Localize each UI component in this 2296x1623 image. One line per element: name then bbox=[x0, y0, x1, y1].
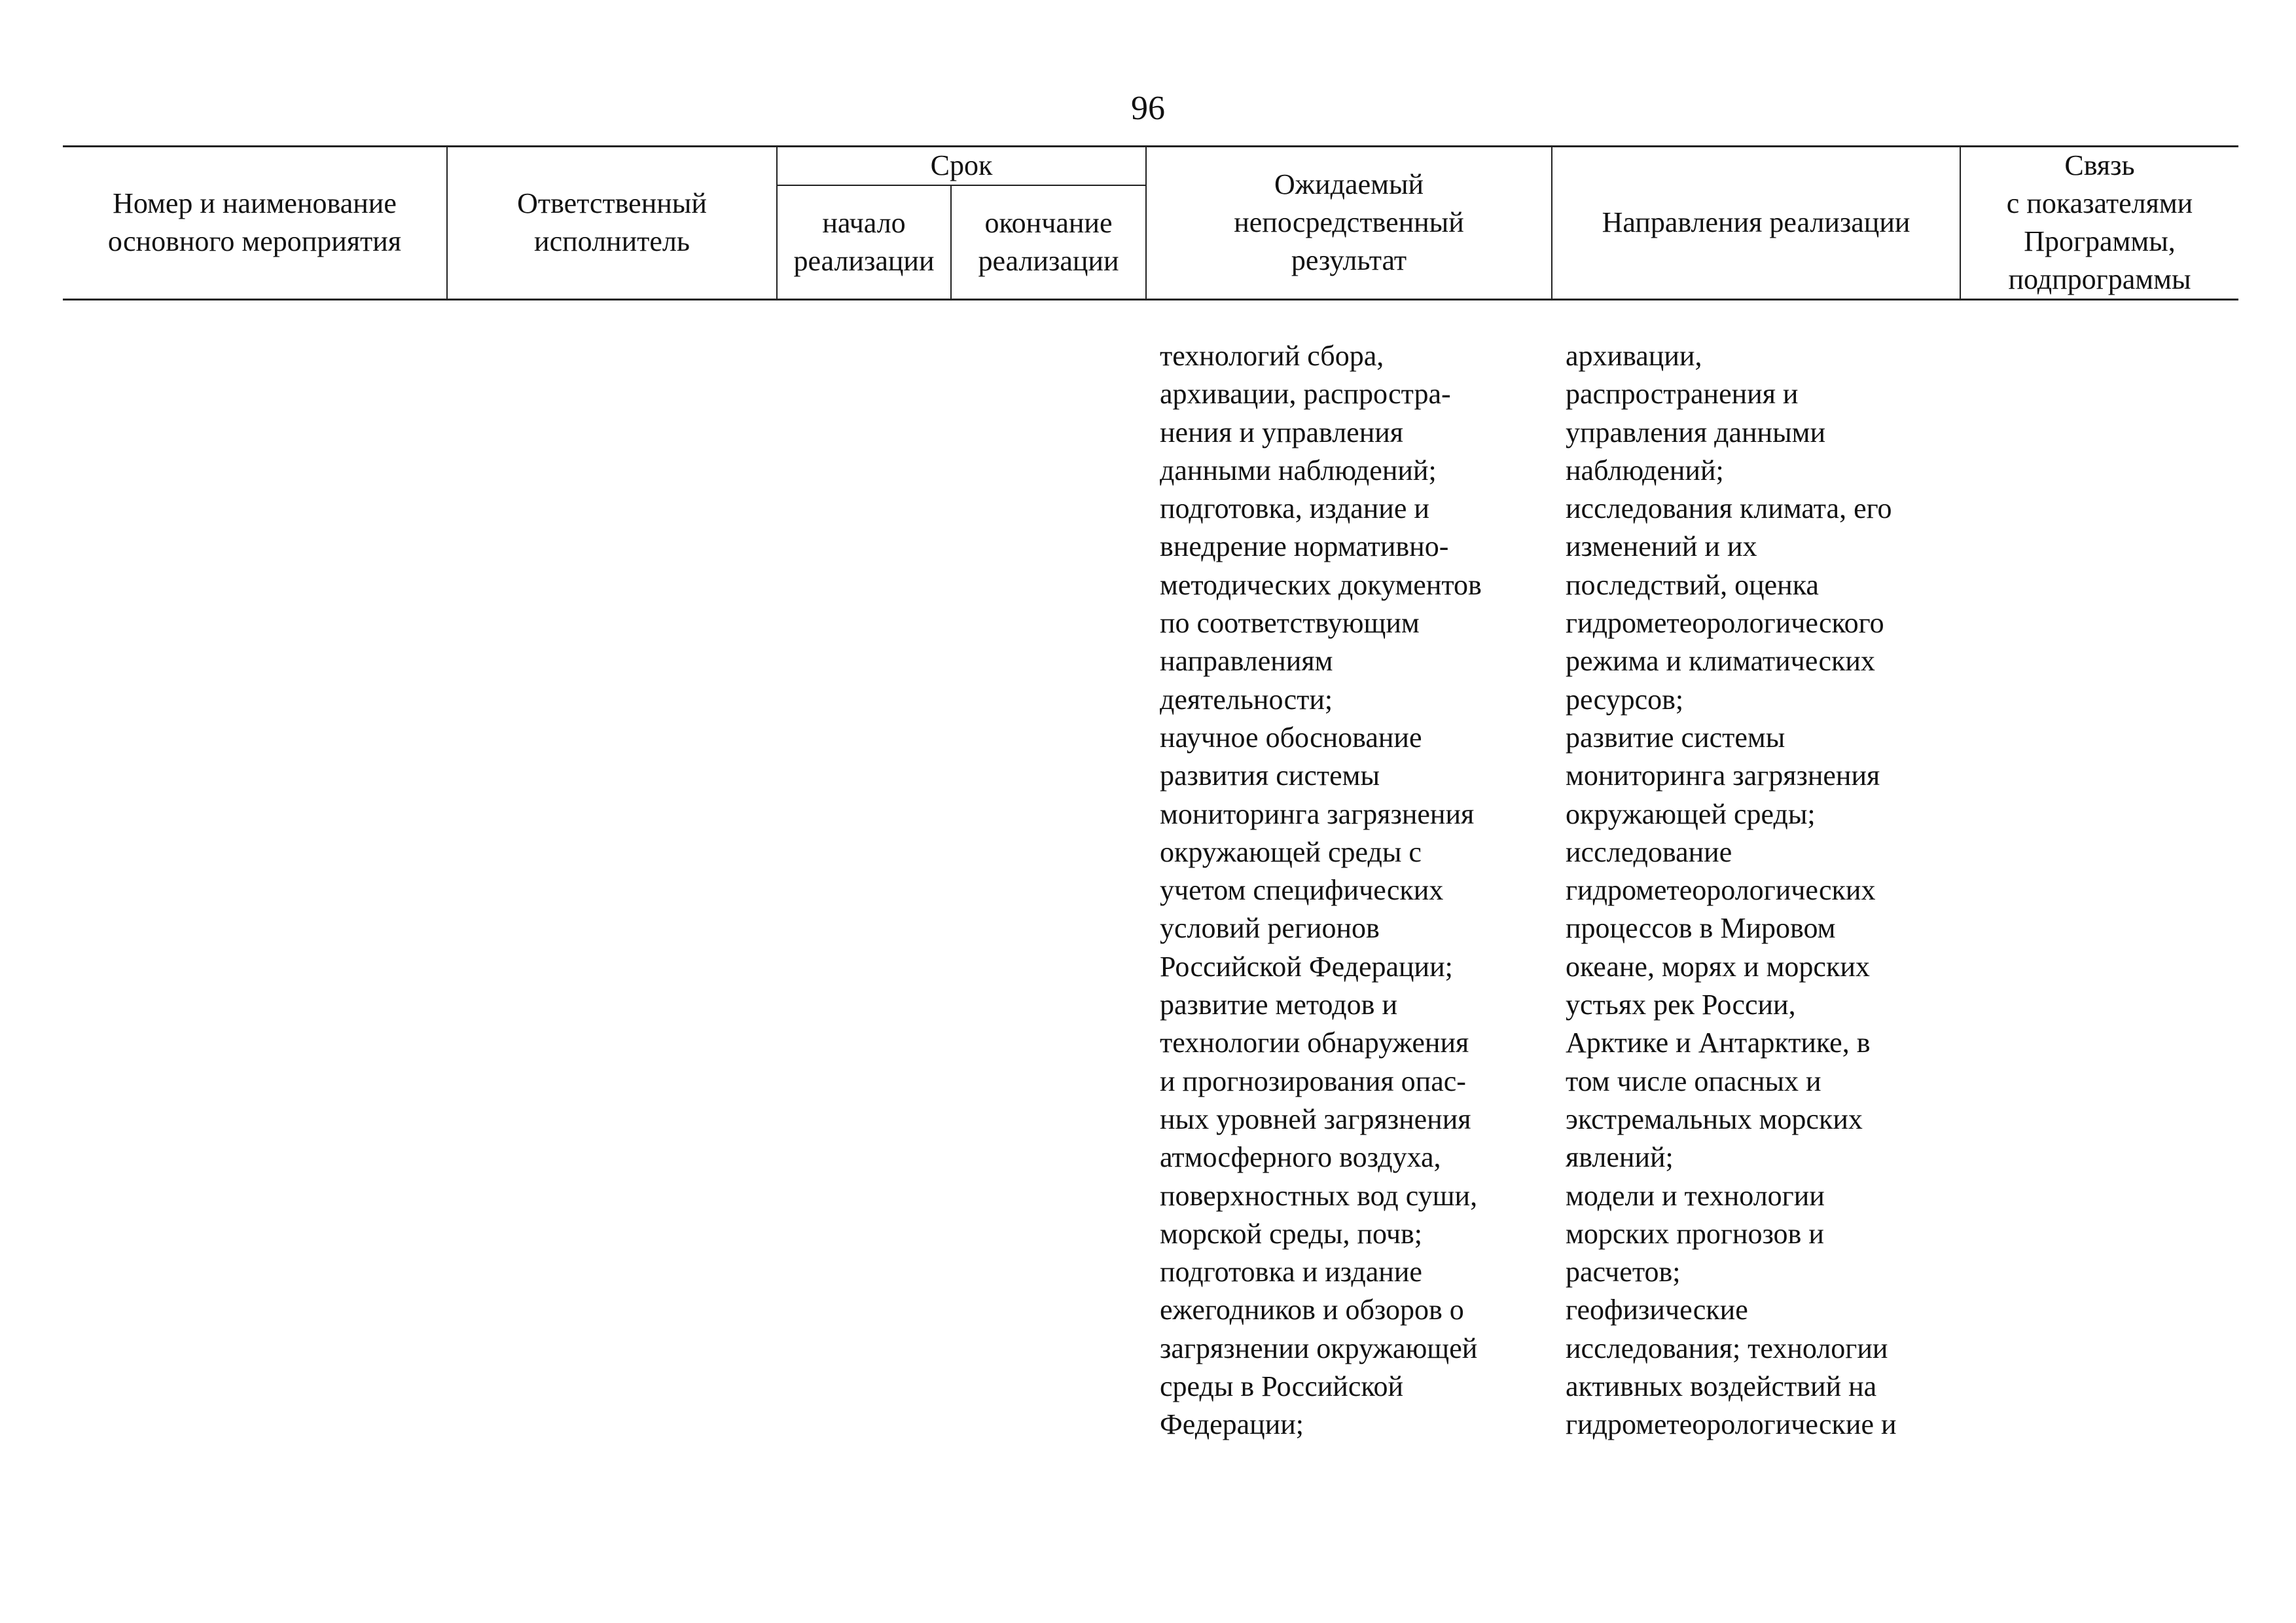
header-directions-label: Направления реализации bbox=[1602, 206, 1910, 238]
header-indicators-link bbox=[1961, 147, 2238, 299]
header-responsible-label: Ответственный исполнитель bbox=[517, 187, 707, 257]
header-srok-start-label: начало реализации bbox=[793, 207, 935, 277]
header-srok-label: Срок bbox=[930, 149, 993, 181]
header-srok bbox=[778, 147, 1145, 185]
header-srok-end-label: окончание реализации bbox=[978, 207, 1119, 277]
page-number: 96 bbox=[1131, 90, 1165, 127]
header-expected-result-label: Ожидаемый непосредственный результат bbox=[1234, 168, 1464, 276]
header-srok-end bbox=[952, 186, 1145, 299]
header-activity-name bbox=[63, 147, 446, 299]
directions-cell: архивации, распространения и управления данными наблюдений; исследования климата, его изменений и их последствий, оценка гидрометеорологического режима и климатических ресурсов; развитие системы мониторинга загрязнения окружающей среды; исследование гидрометеорологических процессов в Мировом океане, морях и морских устьях рек России, Арктике и Антарктике, в том числе опасных и экстремальных морских явлений; модели и технологии морских прогнозов и расчетов; геофизические исследования; технологии активных воздействий на гидрометеорологические и bbox=[1566, 340, 1897, 1441]
header-responsible bbox=[448, 147, 776, 299]
header-directions bbox=[1552, 147, 1960, 299]
expected-result-cell: технологий сбора, архивации, распростра- нения и управления данными наблюдений; подготовка, издание и внедрение нормативно- методических документов по соответствующим направлениям деятельности; научное обоснование развития системы мониторинга загрязнения окружающей среды с учетом специфических условий регионов Российской Федерации; развитие методов и технологии обнаружения и прогнозирования опас- ных уровней загрязнения атмосферного воздуха, поверхностных вод суши, морской среды, почв; подготовка и издание ежегодников и обзоров о загрязнении окружающей среды в Российской Федерации; bbox=[1160, 340, 1482, 1441]
header-expected-result bbox=[1147, 147, 1551, 299]
header-indicators-link-label: Связь с показателями Программы, подпрограммы bbox=[2006, 149, 2193, 295]
table-header-bottom-rule bbox=[63, 299, 2238, 301]
header-srok-start bbox=[778, 186, 950, 299]
header-activity-name-label: Номер и наименование основного мероприятия bbox=[107, 187, 402, 257]
